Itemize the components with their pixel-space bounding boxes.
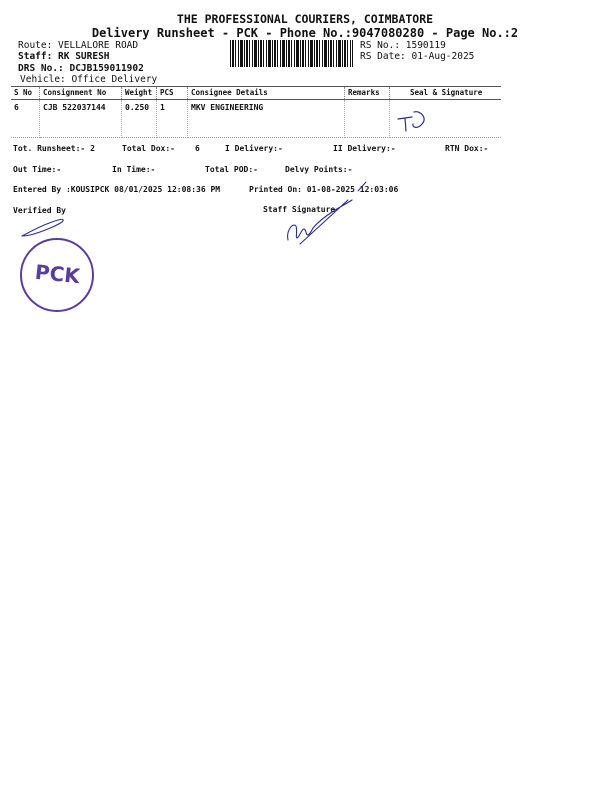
col-consignment: Consignment No — [40, 87, 122, 100]
cell-consignment: CJB 522037144 — [40, 100, 122, 138]
out-time: Out Time:- — [13, 165, 62, 174]
tot-runsheet: Tot. Runsheet:- 2 — [13, 144, 95, 153]
table-row — [11, 100, 501, 138]
i-delivery: I Delivery:- — [225, 144, 283, 153]
verified-by: Verified By — [13, 206, 66, 215]
route-label: Route: VELLALORE ROAD — [18, 40, 139, 51]
col-remarks: Remarks — [345, 87, 390, 100]
col-pcs: PCS — [157, 87, 188, 100]
cell-weight: 0.250 — [122, 100, 157, 138]
drs-number: DRS No.: DCJB159011902 — [18, 63, 144, 74]
cell-seal — [390, 100, 502, 138]
col-weight: Weight — [122, 87, 157, 100]
cell-consignee: MKV ENGINEERING — [188, 100, 345, 138]
total-dox-value: 6 — [195, 144, 200, 153]
verified-by-scribble — [22, 219, 63, 236]
entered-by: Entered By :KOUSIPCK 08/01/2025 12:08:36 PM — [13, 185, 221, 194]
rs-date: RS Date: 01-Aug-2025 — [360, 51, 475, 62]
rs-number: RS No.: 1590119 — [360, 40, 446, 51]
printed-on: Printed On: 01-08-2025 12:03:06 — [249, 185, 399, 194]
runsheet-title: Delivery Runsheet - PCK - Phone No.:9047080280 - Page No.:2 — [91, 26, 519, 40]
table-header-row — [11, 87, 501, 100]
col-consignee: Consignee Details — [188, 87, 345, 100]
total-dox-label: Total Dox:- — [122, 144, 175, 153]
cell-sno: 6 — [11, 100, 40, 138]
ii-delivery: II Delivery:- — [333, 144, 396, 153]
col-seal: Seal & Signature — [390, 87, 502, 100]
runsheet-table — [11, 86, 501, 138]
cell-pcs: 1 — [157, 100, 188, 138]
pck-stamp-text: PCK — [33, 259, 81, 289]
staff-signature-label: Staff Signature — [263, 205, 336, 214]
company-title: THE PROFESSIONAL COURIERS, COIMBATORE — [176, 12, 434, 26]
in-time: In Time:- — [112, 165, 156, 174]
vehicle-label: Vehicle: Office Delivery — [20, 74, 158, 85]
delvy-points: Delvy Points:- — [285, 165, 353, 174]
total-pod: Total POD:- — [205, 165, 258, 174]
staff-label: Staff: RK SURESH — [18, 51, 110, 62]
rtn-dox: RTN Dox:- — [445, 144, 489, 153]
barcode — [230, 40, 353, 67]
cell-remarks — [345, 100, 390, 138]
col-sno: S No — [11, 87, 40, 100]
